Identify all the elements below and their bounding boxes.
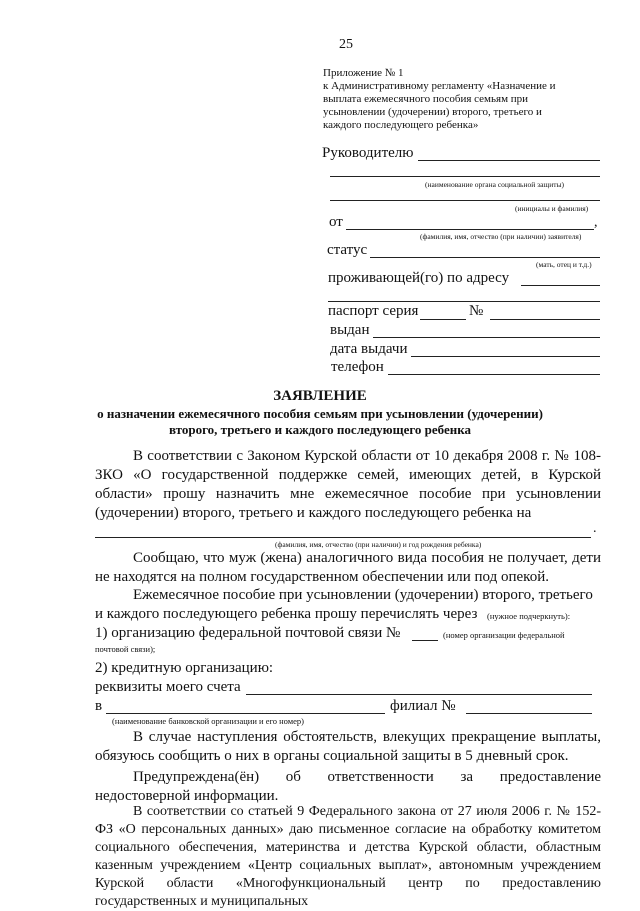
- appendix-line-2: к Административному регламенту «Назначение и: [323, 80, 556, 92]
- status-field[interactable]: [370, 257, 600, 258]
- option-2-label: 2) кредитную организацию:: [95, 660, 274, 676]
- paragraph-2: Сообщаю, что муж (жена) аналогичного вида пособия не получает, дети не находятся на полном государственном обеспечении или под опекой.: [95, 550, 601, 585]
- appendix-line-5: каждого последующего ребенка»: [323, 119, 479, 131]
- to-field[interactable]: [418, 160, 600, 161]
- address-field-1[interactable]: [521, 285, 600, 286]
- child-field[interactable]: [95, 537, 591, 538]
- account-label: реквизиты моего счета: [95, 679, 241, 695]
- child-hint: (фамилия, имя, отчество (при наличии) и год рождения ребенка): [275, 540, 482, 549]
- from-comma: ,: [594, 215, 598, 230]
- post-office-number-field[interactable]: [412, 640, 438, 641]
- paragraph-3a: Ежемесячное пособие при усыновлении (удочерении) второго, третьего: [133, 587, 593, 603]
- post-office-hint-a: (номер организации федеральной: [443, 630, 565, 640]
- post-office-hint-b: почтовой связи);: [95, 644, 156, 654]
- paragraph-4: В случае наступления обстоятельств, влекущих прекращение выплаты, обязуюсь сообщить о них в органы социальной защиты в 5 дневный срок.: [95, 729, 601, 764]
- issued-field[interactable]: [373, 337, 600, 338]
- passport-series-field[interactable]: [420, 319, 466, 320]
- from-field[interactable]: [346, 229, 594, 230]
- option-1-label: 1) организацию федеральной почтовой связи №: [95, 625, 401, 641]
- passport-number-field[interactable]: [490, 319, 600, 320]
- branch-field[interactable]: [466, 713, 592, 714]
- passport-label: паспорт серия: [328, 303, 419, 319]
- to-label: Руководителю: [322, 145, 414, 161]
- appendix-line-4: усыновлении (удочерении) второго, третьего и: [323, 106, 542, 118]
- status-label: статус: [327, 242, 368, 258]
- issue-date-field[interactable]: [411, 356, 600, 357]
- choose-hint: (нужное подчеркнуть):: [487, 611, 571, 621]
- paragraph-6: В соответствии со статьей 9 Федерального закона от 27 июля 2006 г. № 152-ФЗ «О персональных данных» даю письменное согласие на обработку комитетом социального обеспечения, материнства и детства Курской области, областным казенным учреждением «Центр социальных выплат», автономным учреждением Курской области «Многофункциональный центр по предоставлению государственных и муниципальных: [95, 804, 601, 909]
- issue-date-label: дата выдачи: [330, 341, 408, 357]
- status-hint: (мать, отец и т.д.): [536, 260, 592, 269]
- passport-number-label: №: [469, 303, 484, 319]
- org-hint: (наименование органа социальной защиты): [425, 180, 565, 189]
- phone-field[interactable]: [388, 374, 600, 375]
- address-field-2[interactable]: [328, 301, 600, 302]
- document-title: ЗАЯВЛЕНИЕ: [273, 388, 367, 404]
- appendix-line-3: выплата ежемесячного пособия семьям при: [323, 93, 529, 105]
- branch-label: филиал №: [390, 698, 456, 714]
- paragraph-1: В соответствии с Законом Курской области от 10 декабря 2008 г. № 108-ЗКО «О государственной поддержке семей, имеющих детей, в Курской области» прошу назначить мне ежемесячное пособие при усыновлении (удочерении) второго, третьего и каждого последующего ребенка на: [95, 448, 601, 521]
- bank-field[interactable]: [106, 713, 385, 714]
- appendix-line-1: Приложение № 1: [323, 67, 404, 79]
- from-label: от: [329, 214, 343, 230]
- bank-prefix: в: [95, 698, 103, 714]
- paragraph-5: Предупреждена(ён) об ответственности за предоставление недостоверной информации.: [95, 769, 601, 804]
- document-subtitle-2: второго, третьего и каждого последующего ребенка: [168, 422, 472, 437]
- org-field[interactable]: [330, 176, 600, 177]
- applicant-hint: (фамилия, имя, отчество (при наличии) заявителя): [420, 232, 582, 241]
- paragraph-3b: и каждого последующего ребенка прошу перечислять через: [95, 606, 478, 622]
- issued-label: выдан: [330, 322, 370, 338]
- address-label: проживающей(го) по адресу: [328, 270, 510, 286]
- phone-label: телефон: [331, 359, 384, 375]
- initials-hint: (инициалы и фамилия): [515, 204, 589, 213]
- child-dot: .: [593, 521, 597, 536]
- initials-field[interactable]: [330, 200, 600, 201]
- document-subtitle-1: о назначении ежемесячного пособия семьям при усыновлении (удочерении): [97, 406, 543, 421]
- bank-hint: (наименование банковской организации и его номер): [112, 716, 304, 726]
- page-number: 25: [339, 37, 353, 52]
- account-field[interactable]: [246, 694, 592, 695]
